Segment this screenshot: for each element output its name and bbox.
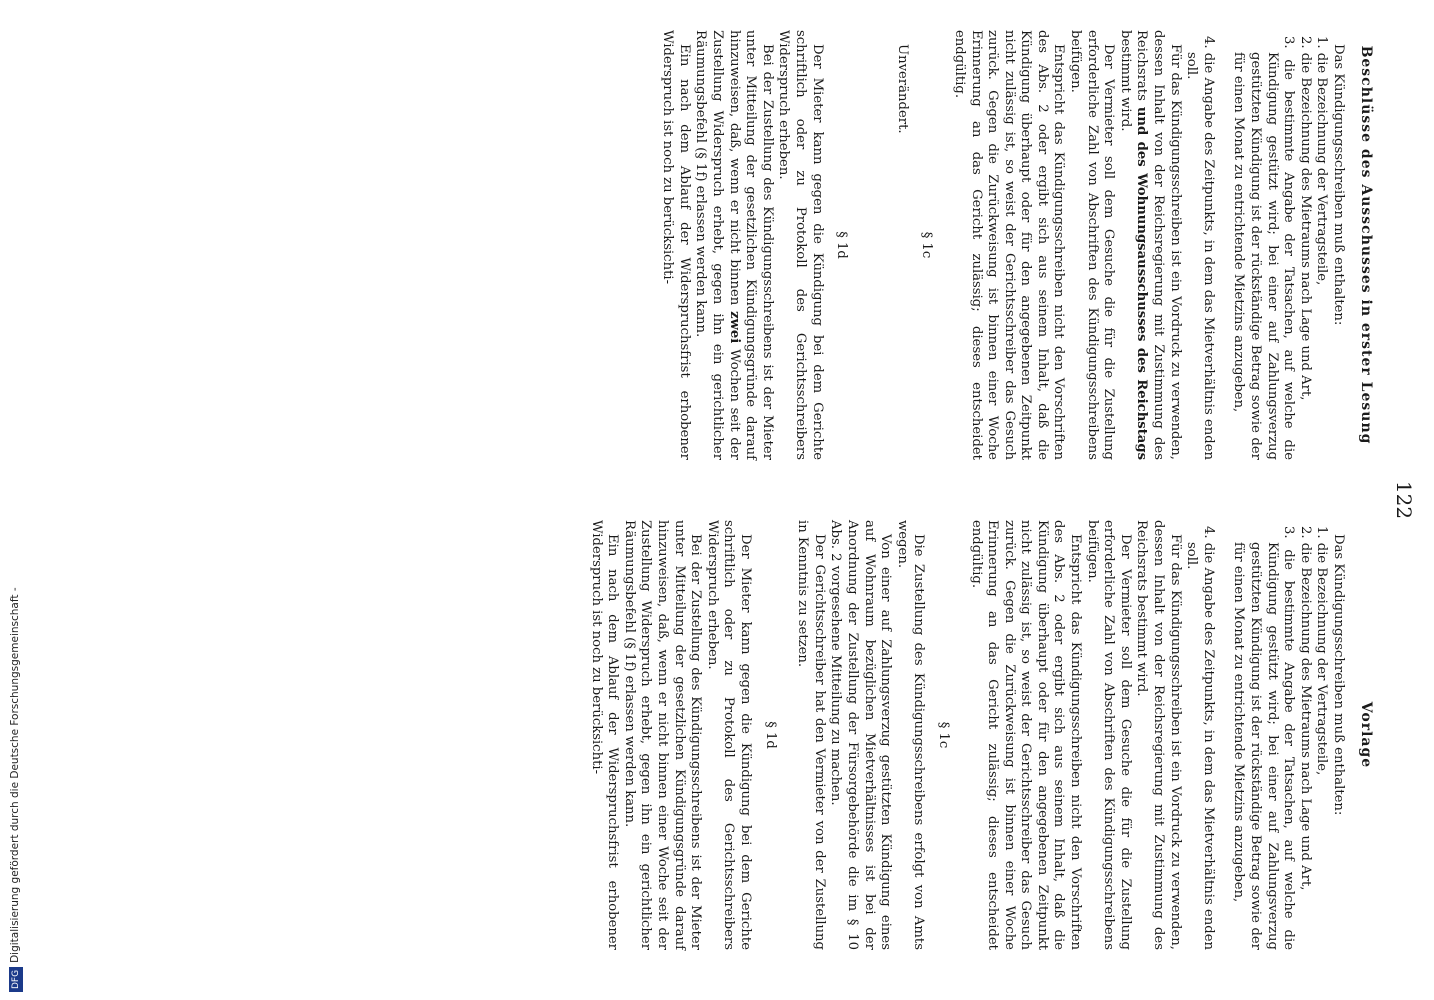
paragraph: Entspricht das Kündigungsschreiben nicht den Vorschriften des Abs. 2 oder ergibt sich aus seinem Inhalt, daß die Kündigung überhaupt oder für den angegebenen Zeitpunkt nicht zulässig ist, so weist der Gerichtsschreiber das Gesuch zurück. Gegen die Zurückweisung ist binnen einer Woche Erinnerung an das Gericht zulässig; dieses entscheidet endgültig. xyxy=(951,30,1067,460)
list-item: 4. die Angabe des Zeitpunkts, in dem das Mietverhältnis enden soll. xyxy=(1184,526,1216,950)
section-title: § 1d xyxy=(834,231,850,259)
list-item: 3. die bestimmte Angabe der Tatsachen, auf welche die Kündigung gestützt wird; bei einer auf Zahlungsverzug gestützten Kündigung ist der rückständige Betrag sowie der für einen Monat zu entrichtende Mietzins anzugeben, xyxy=(1231,36,1297,460)
intro: Das Kündigungsschreiben muß enthalten: xyxy=(1331,44,1346,326)
paragraph: Ein nach dem Ablauf der Widerspruchsfrist erhobener Widerspruch ist noch zu berücksichti- xyxy=(660,30,692,460)
paragraph xyxy=(692,30,775,460)
paragraph xyxy=(1116,30,1182,460)
paragraph: Die Zustellung des Kündigungsschreibens erfolgt von Amts wegen. xyxy=(894,520,927,950)
credit-text: Digitalisierung gefördert durch die Deutsche Forschungsgemeinschaft - xyxy=(9,587,21,963)
section-title: § 1c xyxy=(919,231,935,259)
paragraph: Für das Kündigungsschreiben ist ein Vordruck zu verwenden, dessen Inhalt von der Reichsregierung mit Zustimmung des Reichsrats bestimmt wird. xyxy=(1134,520,1183,950)
list-item: 2. die Bezeichnung des Mietraums nach Lage und Art, xyxy=(1297,36,1313,401)
column-draft xyxy=(587,520,1374,950)
column-committee-decisions xyxy=(659,30,1374,460)
emphasis: und des Wohnungsausschusses des Reichstags xyxy=(1134,106,1150,460)
paragraph: Der Mieter kann gegen die Kündigung bei dem Gerichte schriftlich oder zu Protokoll des Gerichtsschreibers Widerspruch erheben. xyxy=(704,520,753,950)
paragraph: Unverändert. xyxy=(894,44,910,134)
dfg-logo: DFG xyxy=(9,967,23,992)
section-title: § 1c xyxy=(935,721,951,749)
paragraph: Ein nach dem Ablauf der Widerspruchsfrist erhobener Widerspruch ist noch zu berücksichti- xyxy=(588,520,621,950)
text: Für das Kündigungsschreiben ist ein Vordruck zu verwenden, dessen Inhalt von der Reichsregierung mit Zustimmung des Reichsrats xyxy=(1134,30,1183,460)
text: bestimmt wird. xyxy=(1117,30,1133,132)
column-heading: Vorlage xyxy=(1358,701,1374,769)
paragraph: Der Vermieter soll dem Gesuche die für die Zustellung erforderliche Zahl von Abschriften des Kündigungsschreibens beifügen. xyxy=(1068,30,1117,460)
section-title: § 1d xyxy=(762,721,778,749)
text: Bei der Zustellung des Kündigungsschreibens ist der Mieter unter Mitteilung der gesetzlichen Kündigungsgründe darauf hinzuweisen, daß, wenn er nicht binnen xyxy=(726,30,775,460)
paragraph: Bei der Zustellung des Kündigungsschreibens ist der Mieter unter Mitteilung der gesetzlichen Kündigungsgründe darauf hinzuweisen, daß, wenn er nicht binnen einer Woche seit der Zustellung Widerspruch erhebt, gegen ihn ein gerichtlicher Räumungsbefehl (§ 1f) erlassen werden kann. xyxy=(621,520,704,950)
list-item: 3. die bestimmte Angabe der Tatsachen, auf welche die Kündigung gestützt wird; bei einer auf Zahlungsverzug gestützten Kündigung ist der rückständige Betrag sowie der für einen Monat zu entrichtende Mietzins anzugeben, xyxy=(1231,526,1297,950)
list-item: 2. die Bezeichnung des Mietraums nach Lage und Art, xyxy=(1297,526,1313,891)
emphasis: zwei xyxy=(726,311,742,344)
column-heading: Beschlüsse des Ausschusses in erster Lesung xyxy=(1358,45,1374,445)
paragraph: Der Mieter kann gegen die Kündigung bei dem Gerichte schriftlich oder zu Protokoll des Gerichtsschreibers Widerspruch erheben. xyxy=(776,30,825,460)
paragraph: Der Vermieter soll dem Gesuche die für die Zustellung erforderliche Zahl von Abschriften des Kündigungsschreibens beifügen. xyxy=(1084,520,1133,950)
paragraph: Von einer auf Zahlungsverzug gestützten Kündigung eines auf Wohnraum bezüglichen Mietverhältnisses ist bei der Anordnung der Zustellung der Fürsorgebehörde die im § 10 Abs. 2 vorgesehene Mitteilung zu machen. xyxy=(828,520,894,950)
list-item: 1. die Bezeichnung der Vertragsteile, xyxy=(1314,36,1330,286)
paragraph: Entspricht das Kündigungsschreiben nicht den Vorschriften des Abs. 2 oder ergibt sich aus seinem Inhalt, daß die Kündigung überhaupt oder für den angegebenen Zeitpunkt nicht zulässig ist, so weist der Gerichtsschreiber das Gesuch zurück. Gegen die Zurückweisung ist binnen einer Woche Erinnerung an das Gericht zulässig; dieses entscheidet endgültig. xyxy=(968,520,1084,950)
intro: Das Kündigungsschreiben muß enthalten: xyxy=(1331,534,1346,816)
text: Wochen seit der Zustellung Widerspruch erhebt, gegen ihn ein gerichtlicher Räumungsbefehl (§ 1f) erlassen werden kann. xyxy=(693,30,742,460)
paragraph: Der Gerichtsschreiber hat den Vermieter von der Zustellung in Kenntnis zu setzen. xyxy=(795,520,827,950)
list-item: 1. die Bezeichnung der Vertragsteile, xyxy=(1314,526,1330,776)
page-number: 122 xyxy=(1392,480,1416,520)
list-item: 4. die Angabe des Zeitpunkts, in dem das Mietverhältnis enden soll. xyxy=(1184,36,1216,460)
